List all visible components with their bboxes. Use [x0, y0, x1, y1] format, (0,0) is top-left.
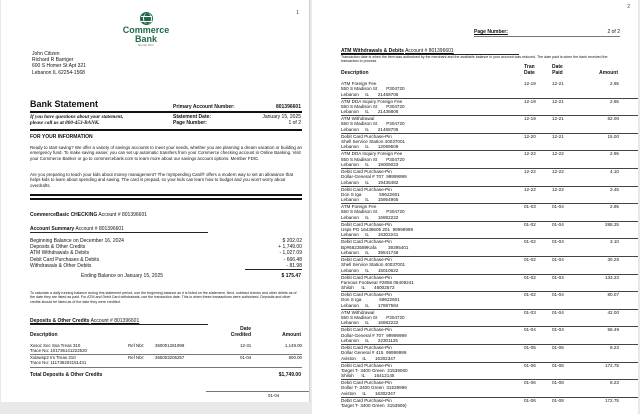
transaction-amount: 30.26	[607, 257, 619, 262]
transaction-row	[341, 310, 638, 326]
summary-row	[30, 263, 302, 269]
description-line2: 550 S Madison St P304720	[341, 103, 405, 109]
transaction-description	[341, 327, 407, 343]
primary-account-value: 801396601	[275, 104, 301, 110]
description-line2: 550 S Madison St P304720	[341, 86, 405, 92]
summary-row-label: ATM Withdrawals & Debits	[30, 250, 90, 257]
description-line1: Debit Card Purchase-Pin	[341, 239, 392, 245]
transaction-amount: 80.07	[607, 292, 619, 298]
transaction-amount: 2.95	[610, 204, 619, 210]
transaction-description	[341, 81, 405, 97]
summary-account-number: Account # 801396601	[75, 226, 124, 232]
transaction-description	[341, 204, 405, 220]
transaction-amount: 2.95	[610, 81, 619, 86]
transaction-row	[341, 275, 638, 291]
description-line2: Dollar General # 415 99999999	[341, 350, 407, 356]
description-line3: Aviston IL 16302347	[341, 355, 396, 361]
transaction-row	[341, 81, 638, 97]
description-line1: Debit Card Purchase-Pin	[341, 274, 392, 280]
col-date-paid	[552, 64, 563, 76]
description-line3: Lebanon IL 15010622	[341, 267, 399, 273]
transaction-description	[341, 239, 408, 255]
description-line3: Lebanon IL 19435482	[341, 179, 399, 185]
address-line: 600 S Homer St Apt 321	[32, 63, 86, 70]
summary-row-value: - 666.48	[283, 256, 302, 263]
description-line1: Debit Card Purchase-Pin	[341, 257, 392, 262]
transaction-description	[341, 151, 405, 167]
description-line3: Lebanon IL 22301125	[341, 337, 398, 343]
description-line2: Don S Iga 59622601	[341, 191, 400, 197]
description-line2: Dollar-General # 707 99999999	[341, 332, 407, 338]
description-line3: Lebanon IL 16302241	[341, 232, 399, 238]
date-paid: 01-08	[552, 380, 564, 386]
date-paid: 12-21	[552, 133, 564, 139]
running-balance-note: To calculate a daily running balance during this statement period, use the beginning balance as it is listed on the statement. Next, subtract checks and other debits as of the date they are listed as paid. For ATM and Debit Card withdrawals, use the transaction date. This is when these transactions were authorized. Deposits and other credits should be listed as of the date they were credited.	[30, 291, 297, 304]
description-line1: Debit Card Purchase-Pin	[341, 169, 392, 174]
transaction-row	[341, 187, 638, 203]
page-mark: 1	[296, 10, 299, 16]
page-number-label: Page Number:	[173, 120, 207, 126]
transaction-description	[341, 257, 405, 273]
date-paid: 01-04	[552, 204, 564, 210]
tran-date: 12-22	[524, 151, 536, 157]
description-line1: ATM Withdrawal	[341, 116, 375, 122]
summary-row-label: Debit Card Purchases & Debits	[30, 256, 100, 263]
checking-account-heading	[30, 212, 147, 218]
col-amount: Amount	[282, 332, 301, 338]
total-deposits-value: $1,749.00	[278, 372, 301, 378]
header-rule-bottom	[30, 129, 302, 131]
deposit-date: 01-04	[240, 355, 252, 360]
deposit-desc-line1: Xxsoc Sec Ssa Treas 310	[30, 343, 81, 348]
section-rule	[30, 198, 302, 200]
info-paragraph-2: Are you preparing to teach your kids about money management? The mySpending Card® offers a modern way to set an allowance that helps kids to learn about spending and saving. The card is prepaid, so your kids can learn how to budget and you won't worry about overdrafts.	[30, 172, 294, 188]
date-paid: 01-04	[552, 327, 564, 333]
col-amount: Amount	[599, 70, 618, 76]
summary-row-label: Deposits & Other Credits	[30, 244, 86, 251]
checking-account-number: Account # 801396601	[98, 212, 148, 218]
tran-date: 01-06	[524, 380, 536, 386]
section-rule	[30, 194, 302, 196]
deposit-amount: 600.00	[288, 355, 302, 360]
fragment-rule	[206, 391, 310, 392]
transaction-row	[341, 222, 638, 238]
description-line2: Famous Footwear #2856 06409241	[341, 279, 414, 285]
tran-date: 12-19	[524, 98, 536, 104]
transaction-amount: 2.95	[610, 151, 619, 157]
transaction-row	[341, 398, 638, 414]
description-line1: Debit Card Purchase-Pin	[341, 292, 392, 298]
transaction-description	[341, 398, 407, 409]
description-line3: Shiloh IL 46002573	[341, 285, 395, 291]
deposit-desc	[30, 343, 87, 354]
page-mark: 2	[627, 4, 630, 10]
transaction-description	[341, 134, 405, 150]
atm-title: ATM Withdrawals & Debits	[341, 48, 404, 54]
transaction-amount: 172.75	[604, 397, 619, 403]
transaction-description	[341, 99, 405, 115]
ref-number: 360001281999	[155, 343, 185, 348]
description-line2: Shell Service Station 40037001	[341, 262, 406, 268]
transaction-amount: 288.25	[604, 221, 619, 227]
deposits-underline	[30, 324, 208, 325]
description-line1: Debit Card Purchase-Pin	[341, 362, 392, 368]
ending-balance-value: $ 175.47	[281, 273, 301, 279]
ref-number: 365003206257	[155, 355, 185, 360]
transaction-description	[341, 363, 408, 379]
description-line2: Shell Service Station 40037001	[341, 139, 406, 145]
tran-date: 01-02	[524, 292, 536, 298]
col-description: Description	[341, 70, 369, 76]
description-line3: Lebanon IL 17887584	[341, 302, 399, 308]
description-line2: Dollar T- 3400 Green 31539999	[341, 385, 407, 391]
address-line: John Citizen	[32, 51, 60, 57]
transaction-description	[341, 380, 407, 396]
summary-row-value: $ 202.02	[282, 238, 302, 244]
tran-date: 01-03	[524, 309, 536, 315]
transaction-description	[341, 345, 406, 361]
date-paid: 12-21	[552, 98, 564, 104]
col-date-line1: Date	[240, 326, 251, 332]
col-date-line2: Credited	[230, 332, 251, 339]
transaction-description	[341, 187, 400, 203]
date-paid: 01-04	[552, 292, 564, 298]
deposits-account-number: Account # 801396601	[90, 318, 140, 324]
header-rule	[30, 111, 302, 113]
deposit-date: 12-31	[240, 343, 252, 348]
transaction-amount: 172.75	[604, 362, 619, 368]
deposit-desc	[30, 355, 86, 366]
questions-line2: please call us at 800-453-BANK.	[30, 120, 100, 127]
tran-date: 12-22	[524, 186, 536, 192]
transaction-row	[341, 204, 638, 220]
description-line3: Aviston IL 16302347	[341, 390, 396, 396]
page-number-value: 1 of 2	[288, 120, 301, 126]
description-line1: ATM DDA Inquiry Foreign Fee	[341, 98, 403, 104]
questions-line1: If you have questions about your statement,	[30, 114, 124, 120]
transaction-row	[341, 292, 638, 308]
summary-row-value: - 1,027.09	[279, 250, 302, 257]
transaction-amount: 2.95	[610, 98, 619, 104]
description-line3: Lebanon IL 21436806	[341, 109, 399, 115]
transaction-row	[341, 327, 638, 343]
date-paid: 12-22	[552, 186, 564, 192]
logo-text-line1: Commerce	[122, 25, 170, 35]
description-line1: Debit Card Purchase-Pin	[341, 327, 392, 333]
description-line2: Usps PO 16438605 201 99999999	[341, 227, 414, 233]
description-line1: Debit Card Purchase-Pin	[341, 186, 392, 192]
atm-account-number: Account # 801396601	[405, 48, 454, 54]
description-line3: Lebanon IL 39541748	[341, 249, 399, 255]
transaction-description	[341, 310, 405, 326]
transaction-row	[341, 116, 638, 132]
info-paragraph-1: Ready to start saving? We offer a variety of savings accounts to meet your needs, whether you are planning a dream vacation or building an emergency fund. To make saving easier, you can set up automatic transfers from your Commerce checking account in Online Banking. Visit your Commerce Banker or go to commercebank.com to learn more about our savings account options. Member FDIC.	[30, 145, 302, 161]
description-line1: ATM Foreign Fee	[341, 204, 377, 210]
transaction-description	[341, 292, 400, 308]
transaction-row	[341, 151, 638, 167]
checking-name: CommerceBasic CHECKING	[30, 212, 98, 218]
description-line3: Lebanon IL 12069509	[341, 144, 399, 150]
description-line2: 550 S Madison St P304720	[341, 121, 405, 127]
tran-date: 12-19	[524, 81, 536, 86]
summary-row-value: - 81.98	[286, 262, 302, 269]
primary-account-label: Primary Account Number:	[173, 104, 235, 110]
ref-label: Ref Nbr:	[128, 355, 145, 360]
transaction-row	[341, 257, 638, 273]
address-line: Richard R Barriger	[32, 57, 74, 64]
description-line3: Lebanon IL 16882222	[341, 320, 399, 326]
atm-note: Transaction date is when the item was authorized by the merchant and the available balance in your account was reduced. The date paid is when the bank received the transaction to process.	[341, 55, 608, 64]
tran-date: 01-02	[524, 239, 536, 245]
col-tran-date	[524, 64, 535, 76]
summary-title: Account Summary	[30, 226, 75, 232]
deposit-desc-line2: Trace No: 111736204151431	[30, 360, 87, 366]
description-line1: ATM Withdrawal	[341, 309, 375, 315]
date-paid: 12-22	[552, 169, 564, 174]
transaction-row	[341, 99, 638, 115]
transaction-row	[341, 169, 638, 185]
tran-date: 01-06	[524, 397, 536, 403]
description-line1: ATM DDA Inquiry Foreign Fee	[341, 151, 403, 157]
row-divider	[30, 367, 302, 368]
page-number-rule	[474, 36, 620, 37]
transaction-row	[341, 380, 638, 396]
deposit-desc-line2: Trace No: 101736141222520	[30, 348, 87, 354]
date-paid: 01-04	[552, 274, 564, 280]
tran-date: 12-19	[524, 116, 536, 122]
date-paid: 12-22	[552, 151, 564, 157]
statement-page-1	[1, 0, 310, 402]
globe-icon	[140, 12, 153, 25]
deposits-title: Deposits & Other Credits	[30, 318, 90, 324]
tran-date: 01-04	[524, 327, 536, 333]
date-paid: 01-08	[552, 362, 564, 368]
description-line1: Debit Card Purchase-Pin	[341, 397, 392, 403]
transaction-amount: 62.00	[607, 116, 619, 122]
description-line3: Lebanon IL 19005023	[341, 161, 399, 167]
col-paid-line2: Paid	[552, 70, 563, 77]
description-line3: Shiloh IL 16412145	[341, 373, 395, 379]
tran-date: 01-05	[524, 345, 536, 350]
description-line1: Debit Card Purchase-Pin	[341, 133, 392, 139]
description-line2: Bp#6623589Kafa 39395401	[341, 244, 409, 250]
summary-row-value: + 1,749.00	[278, 244, 302, 251]
transaction-row	[341, 345, 638, 361]
deposit-row	[30, 355, 302, 367]
transaction-description	[341, 116, 405, 132]
summary-row-label: Beginning Balance on December 16, 2024	[30, 238, 124, 244]
transaction-amount: 133.23	[604, 274, 619, 280]
tran-date: 12-22	[524, 169, 536, 174]
description-line3: Lebanon IL 15954955	[341, 197, 399, 203]
transaction-amount: 8.23	[610, 345, 619, 350]
col-paid-line1: Date	[552, 64, 563, 70]
transaction-amount: 4.10	[610, 169, 619, 174]
description-line1: Debit Card Purchase-Pin	[341, 221, 392, 227]
tran-date: 01-02	[524, 257, 536, 262]
transaction-row	[341, 239, 638, 255]
summary-row-label: Withdrawals & Other Debits	[30, 262, 92, 269]
description-line2: Target T- 3400 Green 31539060	[341, 367, 408, 373]
transaction-description	[341, 169, 407, 185]
tran-date: 01-03	[524, 204, 536, 210]
description-line3: Lebanon IL 21468706	[341, 91, 399, 97]
deposit-desc-line1: Xxlawsp2 Irs Treas 310	[30, 355, 76, 360]
summary-table	[30, 238, 302, 269]
description-line2: Don S Iga 59622601	[341, 297, 400, 303]
address-line: Lebanon IL 62254-1568	[32, 69, 85, 76]
statement-page-2	[312, 0, 638, 414]
col-tran-line1: Tran	[524, 64, 535, 70]
ending-balance-label: Ending Balance on January 15, 2025	[81, 273, 164, 279]
transaction-description	[341, 222, 413, 238]
tran-date: 12-20	[524, 133, 536, 139]
tran-date: 01-06	[524, 362, 536, 368]
transaction-amount: 3.10	[610, 239, 619, 245]
date-paid: 01-06	[552, 345, 564, 350]
description-line2: Dollar-General # 707 99999999	[341, 174, 407, 180]
statement-date-value: January 15, 2025	[262, 114, 301, 120]
transaction-amount: 8.23	[610, 380, 619, 386]
transaction-amount: 15.00	[607, 133, 619, 139]
statement-date-label: Statement Date:	[173, 114, 212, 120]
logo-text-line2: Bank	[134, 34, 157, 44]
description-line3: Lebanon IL 16882222	[341, 214, 399, 220]
date-paid: 01-04	[552, 309, 564, 315]
transaction-amount: 3.45	[610, 186, 619, 192]
summary-total-rule	[245, 269, 302, 270]
description-line1: Debit Card Purchase-Pin	[341, 345, 392, 350]
transaction-amount: 56.49	[607, 327, 619, 333]
transaction-amount: 42.00	[607, 309, 619, 315]
date-paid: 01-04	[552, 239, 564, 245]
questions-note	[30, 114, 123, 126]
bank-logo	[116, 12, 176, 47]
info-heading: FOR YOUR INFORMATION	[30, 134, 93, 140]
date-paid: 01-04	[552, 221, 564, 227]
transaction-row	[341, 363, 638, 379]
summary-underline	[30, 232, 208, 233]
description-line2: 550 S Madison St P304720	[341, 209, 405, 215]
date-paid: 01-04	[552, 257, 564, 262]
page-number-label: Page Number:	[474, 29, 508, 35]
description-line2: 550 S Madison St P304720	[341, 315, 405, 321]
transaction-row	[341, 134, 638, 150]
description-line1: ATM Foreign Fee	[341, 81, 377, 86]
description-line2: 550 S Madison St P304720	[341, 156, 405, 162]
transaction-description	[341, 275, 414, 291]
total-deposits-label: Total Deposits & Other Credits	[30, 372, 103, 378]
statement-title: Bank Statement	[30, 99, 99, 109]
col-date-credited	[229, 326, 251, 338]
tran-date: 01-02	[524, 274, 536, 280]
col-description: Description	[30, 332, 58, 338]
description-line3: Lebanon IL 21468706	[341, 126, 399, 132]
tran-date: 01-02	[524, 221, 536, 227]
date-paid: 12-21	[552, 81, 564, 86]
deposit-amount: 1,149.00	[284, 343, 302, 348]
logo-tagline: Member FDIC	[138, 44, 154, 47]
fragment-date: 01-04	[268, 393, 280, 398]
mailing-address	[32, 51, 86, 76]
ref-label: Ref Nbr:	[128, 343, 145, 348]
date-paid: 12-21	[552, 116, 564, 122]
description-line1: Debit Card Purchase-Pin	[341, 380, 392, 386]
description-line2: Target T- 3400 Green 3153906)	[341, 403, 407, 409]
col-tran-line2: Date	[524, 70, 535, 77]
date-paid: 01-08	[552, 397, 564, 403]
page-number-value: 2 of 2	[607, 29, 620, 35]
